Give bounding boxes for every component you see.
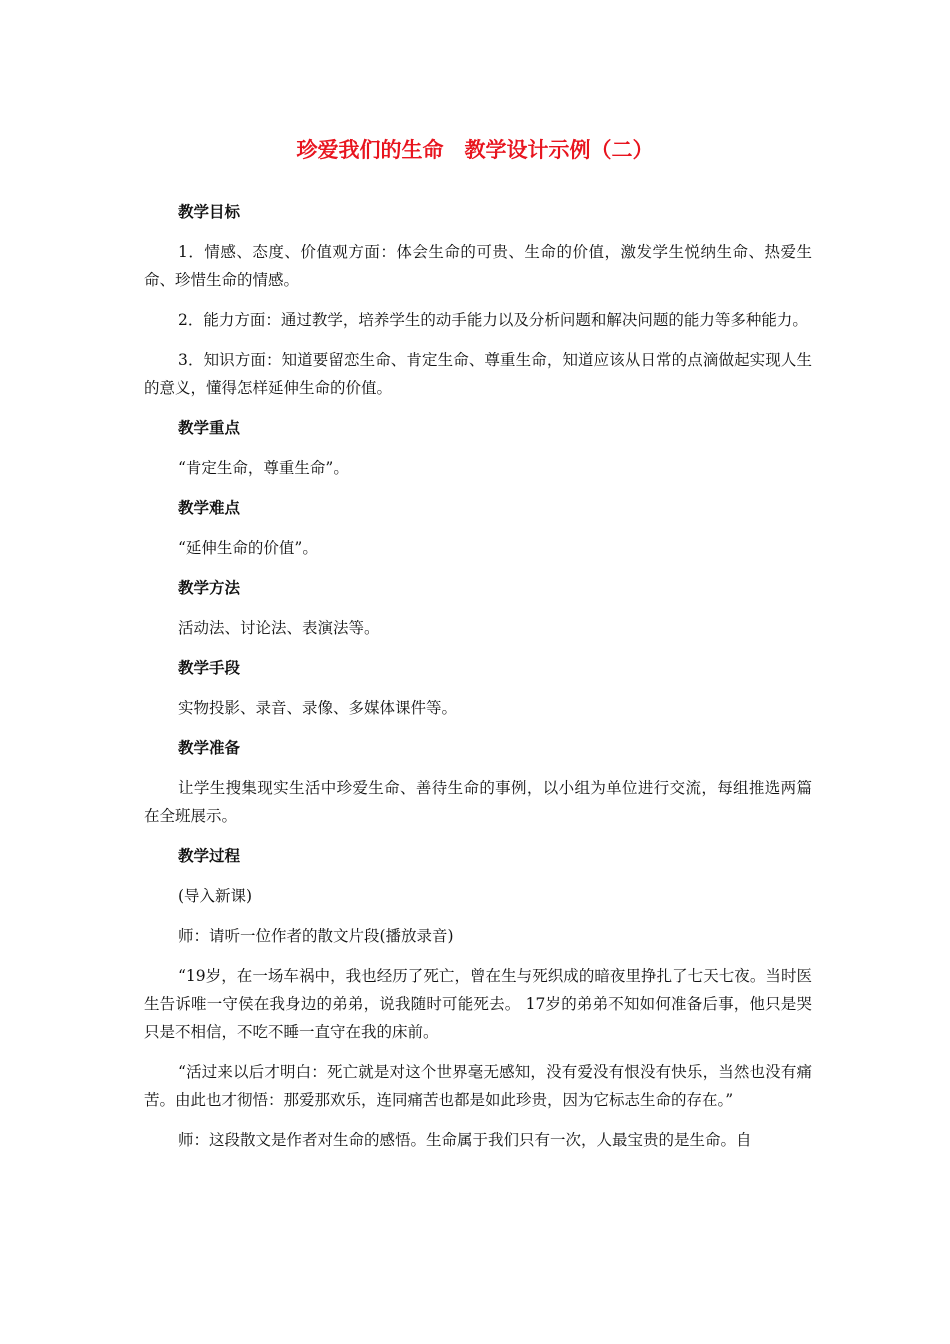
quote-paragraph-2: “活过来以后才明白：死亡就是对这个世界毫无感知，没有爱没有恨没有快乐，当然也没有痛苦。由此也才彻悟：那爱那欢乐，连同痛苦也都是如此珍贵，因为它标志生命的存在。” (144, 1063, 812, 1109)
section-heading-preparation: 教学准备 (178, 739, 241, 757)
objective-2: 2．能力方面：通过教学，培养学生的动手能力以及分析问题和解决问题的能力等多种能力。 (178, 311, 808, 329)
method-text: 活动法、讨论法、表演法等。 (178, 619, 380, 637)
objective-1: 1．情感、态度、价值观方面：体会生命的可贵、生命的价值，激发学生悦纳生命、热爱生命、珍惜生命的情感。 (144, 243, 812, 289)
teacher-line-2: 师：这段散文是作者对生命的感悟。生命属于我们只有一次，人最宝贵的是生命。自 (178, 1131, 752, 1149)
teacher-line-1: 师：请听一位作者的散文片段(播放录音) (178, 927, 454, 945)
means-text: 实物投影、录音、录像、多媒体课件等。 (178, 699, 458, 717)
preparation-text: 让学生搜集现实生活中珍爱生命、善待生命的事例，以小组为单位进行交流，每组推选两篇在全班展示。 (144, 779, 812, 825)
process-intro: (导入新课) (178, 887, 253, 905)
objective-3: 3．知识方面：知道要留恋生命、肯定生命、尊重生命，知道应该从日常的点滴做起实现人生的意义，懂得怎样延伸生命的价值。 (144, 351, 812, 397)
difficulty-text: “延伸生命的价值”。 (178, 539, 318, 557)
section-heading-objectives: 教学目标 (178, 203, 241, 221)
section-heading-key-point: 教学重点 (178, 419, 241, 437)
document-body (144, 198, 812, 1166)
document-title: 珍爱我们的生命 教学设计示例（二） (296, 138, 654, 162)
section-heading-process: 教学过程 (178, 847, 241, 865)
key-point-text: “肯定生命，尊重生命”。 (178, 459, 349, 477)
section-heading-means: 教学手段 (178, 659, 241, 677)
section-heading-difficulty: 教学难点 (178, 499, 241, 517)
section-heading-method: 教学方法 (178, 579, 241, 597)
quote-paragraph-1: “19岁，在一场车祸中，我也经历了死亡，曾在生与死织成的暗夜里挣扎了七天七夜。当时医生告诉唯一守侯在我身边的弟弟，说我随时可能死去。 17岁的弟弟不知如何准备后事，他只是哭只是不相信，不吃不睡一直守在我的床前。 (144, 967, 812, 1041)
